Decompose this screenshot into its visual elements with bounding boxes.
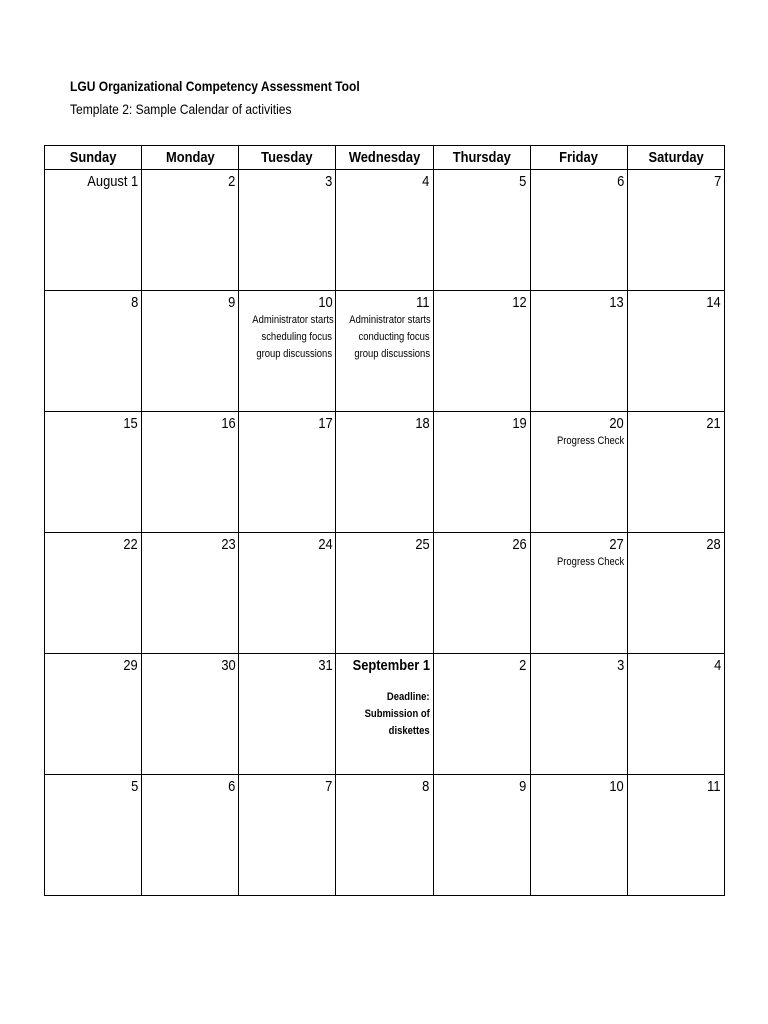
day-cell — [627, 170, 724, 291]
weekday-header: Sunday — [45, 146, 142, 170]
day-number: 20 — [609, 415, 624, 432]
day-activity-note: Progress Check — [556, 435, 624, 447]
day-cell — [239, 291, 336, 412]
day-number: 9 — [519, 778, 527, 795]
day-number: 10 — [318, 294, 333, 311]
weekday-header: Tuesday — [239, 146, 336, 170]
day-cell — [530, 775, 627, 896]
day-cell — [530, 170, 627, 291]
day-number: 16 — [220, 415, 236, 432]
day-number: 4 — [713, 657, 721, 674]
day-cell — [530, 291, 627, 412]
day-cell — [336, 654, 433, 775]
day-number: 8 — [422, 778, 430, 795]
day-activity-note: group discussions — [256, 348, 333, 360]
day-cell — [336, 533, 433, 654]
weekday-header: Thursday — [433, 146, 530, 170]
day-number: 6 — [228, 778, 236, 795]
day-number: 27 — [609, 536, 624, 553]
day-cell — [433, 654, 530, 775]
day-number: 2 — [228, 173, 236, 190]
day-number: 22 — [123, 536, 139, 553]
day-number: 7 — [713, 173, 721, 190]
day-number: 26 — [512, 536, 527, 553]
day-cell — [142, 170, 239, 291]
day-cell — [142, 533, 239, 654]
day-activity-note: conducting focus — [358, 331, 430, 343]
document-title: LGU Organizational Competency Assessment Tool — [70, 78, 360, 94]
day-cell — [627, 412, 724, 533]
day-cell — [142, 412, 239, 533]
day-number: 3 — [616, 657, 624, 674]
day-number: 8 — [130, 294, 139, 311]
day-number: 21 — [706, 415, 721, 432]
day-number: 2 — [519, 657, 527, 674]
weekday-header: Friday — [530, 146, 627, 170]
activity-calendar — [44, 145, 725, 896]
week-row — [45, 291, 725, 412]
day-number: 23 — [220, 536, 236, 553]
day-cell — [433, 412, 530, 533]
day-number: 10 — [609, 778, 624, 795]
weekday-header-row — [45, 146, 725, 170]
day-cell — [45, 412, 142, 533]
day-number: September 1 — [352, 657, 430, 674]
day-activity-note: scheduling focus — [261, 331, 333, 343]
day-cell — [142, 775, 239, 896]
day-number: 9 — [228, 294, 236, 311]
day-number: 5 — [130, 778, 139, 795]
day-number: 6 — [616, 173, 624, 190]
day-cell — [433, 775, 530, 896]
day-cell — [45, 170, 142, 291]
week-row — [45, 412, 725, 533]
day-number: 11 — [707, 778, 721, 795]
day-cell — [433, 291, 530, 412]
day-cell — [336, 291, 433, 412]
day-activity-note: Deadline: — [386, 691, 430, 703]
day-cell — [627, 291, 724, 412]
document-subtitle: Template 2: Sample Calendar of activities — [70, 101, 292, 117]
day-number: 7 — [325, 778, 333, 795]
day-number: 18 — [415, 415, 430, 432]
day-cell — [627, 775, 724, 896]
day-number: 12 — [512, 294, 527, 311]
weekday-header: Saturday — [627, 146, 724, 170]
weekday-header: Wednesday — [336, 146, 433, 170]
day-number: 24 — [318, 536, 333, 553]
day-cell — [336, 412, 433, 533]
day-cell — [45, 654, 142, 775]
day-cell — [239, 412, 336, 533]
day-number: 17 — [318, 415, 333, 432]
day-cell — [45, 291, 142, 412]
day-cell — [239, 775, 336, 896]
day-number: 25 — [415, 536, 430, 553]
day-cell — [45, 775, 142, 896]
week-row — [45, 654, 725, 775]
day-cell — [239, 170, 336, 291]
day-cell — [530, 412, 627, 533]
day-number: 19 — [512, 415, 527, 432]
day-cell — [142, 654, 239, 775]
day-cell — [530, 654, 627, 775]
day-cell — [530, 533, 627, 654]
day-cell — [142, 291, 239, 412]
day-cell — [433, 533, 530, 654]
weekday-header: Monday — [142, 146, 239, 170]
day-activity-note: diskettes — [388, 725, 430, 737]
calendar-body — [45, 170, 725, 896]
day-cell — [627, 654, 724, 775]
day-cell — [336, 775, 433, 896]
day-activity-note: Administrator starts — [252, 314, 335, 326]
day-number: 31 — [318, 657, 333, 674]
day-number: 30 — [220, 657, 236, 674]
day-cell — [45, 533, 142, 654]
day-number: August 1 — [87, 173, 139, 190]
day-number: 14 — [706, 294, 721, 311]
day-number: 13 — [609, 294, 624, 311]
day-activity-note: Administrator starts — [349, 314, 432, 326]
week-row — [45, 170, 725, 291]
day-number: 5 — [519, 173, 527, 190]
day-number: 15 — [123, 415, 139, 432]
day-activity-note: Submission of — [364, 708, 430, 720]
day-number: 4 — [422, 173, 430, 190]
day-cell — [239, 533, 336, 654]
day-number: 11 — [416, 294, 430, 311]
day-number: 28 — [706, 536, 721, 553]
week-row — [45, 533, 725, 654]
day-activity-note: group discussions — [353, 348, 430, 360]
day-number: 3 — [325, 173, 333, 190]
day-cell — [336, 170, 433, 291]
week-row — [45, 775, 725, 896]
day-activity-note: Progress Check — [556, 556, 624, 568]
day-number: 29 — [123, 657, 139, 674]
day-cell — [627, 533, 724, 654]
day-cell — [239, 654, 336, 775]
day-cell — [433, 170, 530, 291]
